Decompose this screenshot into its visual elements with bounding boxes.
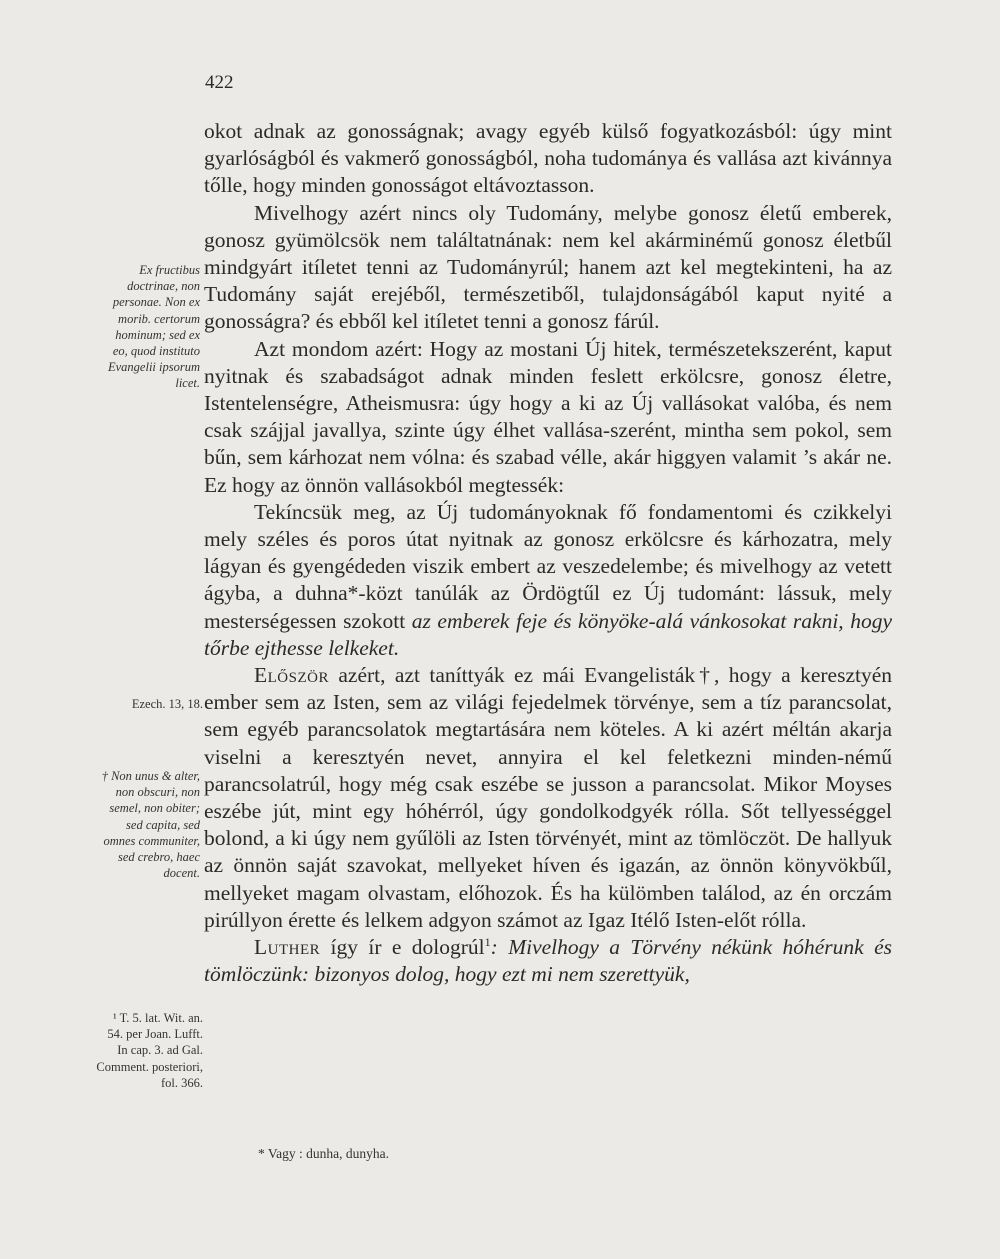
paragraph-5-smallcaps: Először (254, 663, 329, 688)
paragraph-3: Azt mondom azért: Hogy az mostani Új hitek, természetekszerént, kaput nyitnak és szabadságot adnak minden feslett erkölcsre, gonosz életre, Istentelenségre, Atheismusra: úgy hogy a ki az Új vallásokat valóba, és nem csak szájjal javallya, szinte úgy élhet vallása-szerént, mintha sem pokol, sem bűn, sem kárhozat nem vólna: és szabad vélle, akár higgyen valamit ’s akár ne. Ez hogy az önnön vallásokból megtessék: (204, 336, 892, 497)
paragraph-6 (204, 934, 892, 988)
paragraph-5 (204, 662, 892, 934)
margin-note-ex-fructibus: Ex fructibus doctrinae, non personae. Non ex morib. certorum hominum; sed ex eo, quod instituto Evangelii ipsorum licet. (107, 263, 200, 391)
footnote: * Vagy : dunha, dunyha. (258, 1146, 389, 1161)
paragraph-1: okot adnak az gonosságnak; avagy egyéb külső fogyatkozásból: úgy mint gyarlóságból és vakmerő gonosságból, noha tudománya és vallása azt kivánnya tőlle, hogy minden gonosságot eltávoztasson. (204, 119, 892, 198)
paragraph-4-italic: az emberek feje és könyöke-alá vánkosokat rakni, hogy tőrbe ejthesse lelkeket. (204, 608, 893, 660)
margin-note-non-unus: † Non unus & alter, non obscuri, non semel, non obiter; sed capita, sed omnes communiter, sed crebro, haec docent. (101, 769, 200, 881)
paragraph-6-smallcaps: Luther (254, 935, 321, 960)
footnote-ref-1: 1 (484, 934, 491, 949)
paragraph-4-text: Tekíncsük meg, az Új tudományoknak fő fondamentomi és czikkelyi mely széles és poros útat nyitnak az gonosz erkölcsre és kárhozatra, mely lágyan és gyengédeden viszik embert az veszedelembe; és mivelhogy az vetett ágyba, a duhna*-közt tanúlák az Ördögtűl ez Új tudománt: lássuk, mely mesterségessen szokott (204, 499, 892, 633)
page-number: 422 (205, 72, 234, 93)
paragraph-5-text: azért, azt taníttyák ez mái Evangelisták†, hogy a keresztyén ember sem az Isten, sem az világi fejedelmek törvénye, sem a tíz parancsolat, sem egyéb parancsolatok megtartására nem köteles. A ki azért méltán akarja viselni a keresztyén nevet, annyira el kel feletkezni minden-némű parancsolatrúl, hogy még csak eszébe se jusson a parancsolat. Mikor Moyses eszébe jút, mint egy hóhérról, úgy gondolkodgyék rólla. Sőt tellyességgel bolond, a ki úgy nem gyűlöli az Isten törvényét, mint az tömlöczöt. De hallyuk az önnön saját szavokat, mellyeket híven és igazán, az önnön könyvökbűl, mellyeket magam olvastam, előhozok. És ha külömben találod, az én orczám pirúllyon érette és lelkem adgyon számot az Igaz Itélő Isten-előt rólla. (204, 663, 893, 932)
paragraph-6-italic: : Mivelhogy a Törvény nékünk hóhérunk és tömlöczünk: bizonyos dolog, hogy ezt mi nem szerettyük, (204, 935, 892, 987)
paragraph-4 (204, 499, 892, 662)
main-text-column (204, 118, 892, 989)
paragraph-6-text: így ír e dologrúl (330, 935, 485, 960)
margin-note-ezech: Ezech. 13, 18. (131, 697, 203, 711)
paragraph-2: Mivelhogy azért nincs oly Tudomány, melybe gonosz életű emberek, gonosz gyümölcsök nem találtatnának: nem kel akárminémű gonosz életbűl mindgyárt itíletet tenni az Tudományrúl; hanem azt kel megtekinteni, ha az Tudomány saját erejéből, természetiből, tulajdonságából kaput nyité a gonosságra? és ebből kel itíletet tenni a gonosz fárúl. (204, 200, 892, 334)
margin-note-citation: ¹ T. 5. lat. Wit. an. 54. per Joan. Lufft. In cap. 3. ad Gal. Comment. posteriori, fol. 366. (96, 1011, 203, 1090)
